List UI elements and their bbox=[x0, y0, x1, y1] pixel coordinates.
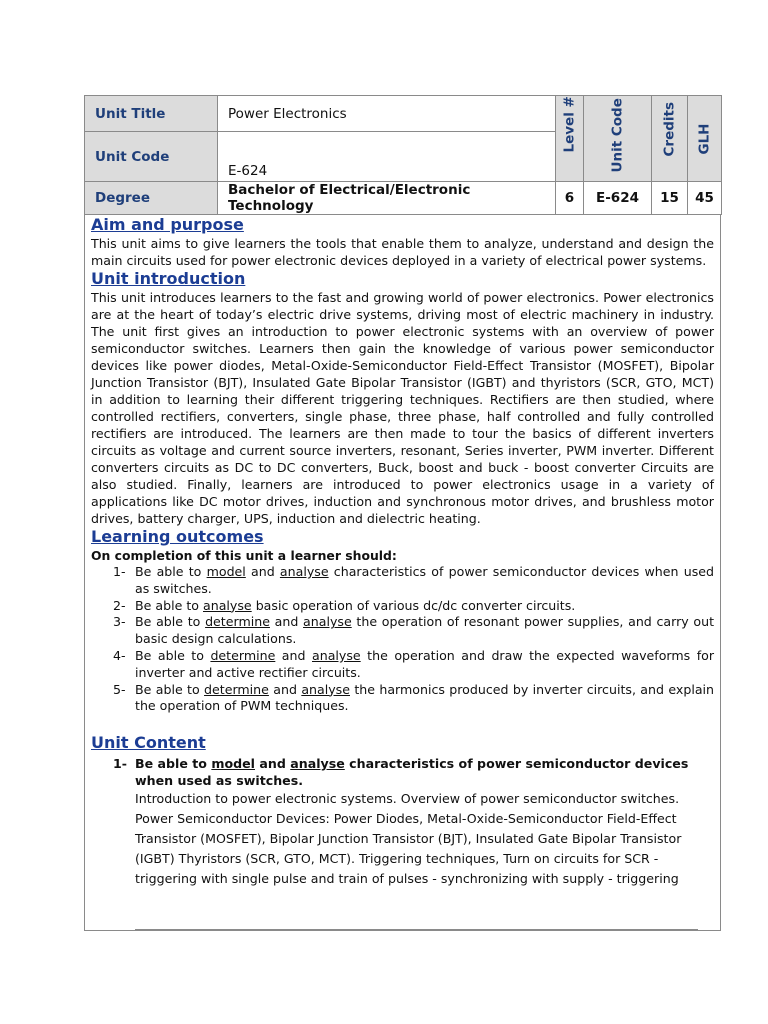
outcomes-intro: On completion of this unit a learner should: bbox=[91, 548, 397, 563]
level-header-text: Level # bbox=[561, 95, 578, 152]
outcome-number: 4- bbox=[113, 647, 126, 663]
unit-code-label: Unit Code bbox=[85, 132, 218, 182]
outcome-item bbox=[91, 564, 714, 598]
text-segment: Be able to bbox=[135, 681, 205, 697]
unit-code-value: E-624 bbox=[218, 132, 556, 182]
underlined-term: determine bbox=[204, 681, 269, 697]
underlined-term: model bbox=[211, 756, 255, 772]
degree-label: Degree bbox=[85, 182, 218, 215]
outcomes-list bbox=[91, 564, 714, 715]
outcome-item bbox=[91, 682, 714, 716]
text-segment: Be able to bbox=[135, 564, 207, 579]
content-item-number: 1- bbox=[113, 756, 127, 772]
credits-value: 15 bbox=[652, 182, 688, 215]
underlined-term: analyse bbox=[203, 597, 252, 613]
unit-header-table bbox=[84, 95, 722, 215]
outcome-number: 1- bbox=[113, 564, 126, 579]
text-segment: characteristics of power semiconductor devices when used as switches. bbox=[135, 564, 715, 596]
level-column-header bbox=[556, 96, 584, 182]
unit-title-label: Unit Title bbox=[85, 96, 218, 132]
unit-code-header-text: Unit Code bbox=[609, 97, 626, 172]
underlined-term: determine bbox=[210, 647, 276, 663]
content-item-body: Introduction to power electronic systems. Overview of power semiconductor switches. Power Semiconductor Devices: Power Diodes, Metal-Oxide-Semiconductor Field-Effect Transistor (MOSFET), Bipolar Junction Transistor (BJT), Insulated Gate Bipolar Transistor (IGBT) Thyristors (SCR, GTO, MCT). Triggering techniques, Turn on circuits for SCR - triggering with single pulse and train of pulses - synchronizing with supply - triggering bbox=[135, 791, 682, 887]
text-segment: basic operation of various dc/dc converter circuits. bbox=[251, 597, 576, 613]
outcome-number: 5- bbox=[113, 681, 126, 697]
glh-column-header bbox=[688, 96, 722, 182]
text-segment: Be able to bbox=[135, 614, 206, 630]
text-segment: the operation and draw the expected waveforms for inverter and active rectifier circuits. bbox=[135, 647, 715, 680]
outcomes-heading: Learning outcomes bbox=[91, 527, 264, 546]
underlined-term: analyse bbox=[301, 681, 350, 697]
glh-value: 45 bbox=[688, 182, 722, 215]
unit-body bbox=[84, 215, 721, 931]
aim-text: This unit aims to give learners the tools that enable them to analyze, understand and design the main circuits used for power electronic devices deployed in a variety of electrical power systems. bbox=[91, 236, 714, 268]
underlined-term: determine bbox=[205, 614, 270, 630]
unit-document bbox=[84, 95, 721, 922]
underlined-term: analyse bbox=[290, 756, 345, 772]
credits-column-header bbox=[652, 96, 688, 182]
unit-title-value: Power Electronics bbox=[218, 96, 556, 132]
aim-heading: Aim and purpose bbox=[91, 215, 244, 234]
unit-code-column-header bbox=[584, 96, 652, 182]
outcome-item bbox=[91, 598, 714, 615]
intro-heading: Unit introduction bbox=[91, 269, 246, 288]
content-bottom-rule bbox=[135, 929, 698, 930]
underlined-term: analyse bbox=[279, 564, 329, 579]
text-segment: and bbox=[268, 681, 302, 697]
text-segment: characteristics of power semiconductor devices when used as switches. bbox=[135, 756, 689, 789]
outcome-item bbox=[91, 614, 714, 648]
text-segment: and bbox=[275, 647, 312, 663]
text-segment: the operation of resonant power supplies, and carry out basic design calculations. bbox=[135, 614, 715, 647]
text-segment: and bbox=[269, 614, 304, 630]
underlined-term: model bbox=[206, 564, 246, 579]
text-segment: and bbox=[245, 564, 280, 579]
degree-value: Bachelor of Electrical/Electronic Technology bbox=[218, 182, 556, 215]
outcome-item bbox=[91, 648, 714, 682]
text-segment: the harmonics produced by inverter circuits, and explain the operation of PWM techniques. bbox=[135, 681, 715, 714]
level-value: 6 bbox=[556, 182, 584, 215]
text-segment: Be able to bbox=[135, 647, 211, 663]
outcome-number: 3- bbox=[113, 614, 126, 630]
text-segment: Be able to bbox=[135, 756, 212, 772]
content-heading: Unit Content bbox=[91, 733, 206, 753]
text-segment: Be able to bbox=[135, 597, 203, 613]
credits-header-text: Credits bbox=[661, 101, 678, 156]
underlined-term: analyse bbox=[312, 647, 361, 663]
code-value: E-624 bbox=[584, 182, 652, 215]
intro-text: This unit introduces learners to the fast and growing world of power electronics. Power electronics are at the heart of today’s electric drive systems, driving most of electric machinery in industry. The unit first gives an introduction to power electronic systems with an overview of power semiconductor switches. Learners then gain the knowledge of various power semiconductor devices like power diodes, Metal-Oxide-Semiconductor Field-Effect Transistor (MOSFET), Bipolar Junction Transistor (BJT), Insulated Gate Bipolar Transistor (IGBT) and thyristors (SCR, GTO, MCT) in addition to learning their different triggering techniques. Rectifiers are then studied, where controlled rectifiers, converters, single phase, three phase, half controlled and fully controlled rectifiers are introduced. The learners are then made to tour the basics of different inverters circuits as voltage and current source inverters, resonant, Series inverter, PWM inverter. Different converters circuits as DC to DC converters, Buck, boost and buck - boost converter Circuits are also studied. Finally, learners are introduced to power electronics usage in a variety of applications like DC motor drives, induction and synchronous motor drives, and brushless motor drives, battery charger, UPS, induction and dielectric heating. bbox=[91, 290, 714, 526]
text-segment: and bbox=[255, 756, 291, 772]
content-item-title bbox=[135, 756, 688, 788]
content-item-heading bbox=[91, 755, 714, 789]
underlined-term: analyse bbox=[303, 614, 352, 630]
glh-header-text: GLH bbox=[696, 123, 713, 154]
outcome-number: 2- bbox=[113, 597, 126, 613]
